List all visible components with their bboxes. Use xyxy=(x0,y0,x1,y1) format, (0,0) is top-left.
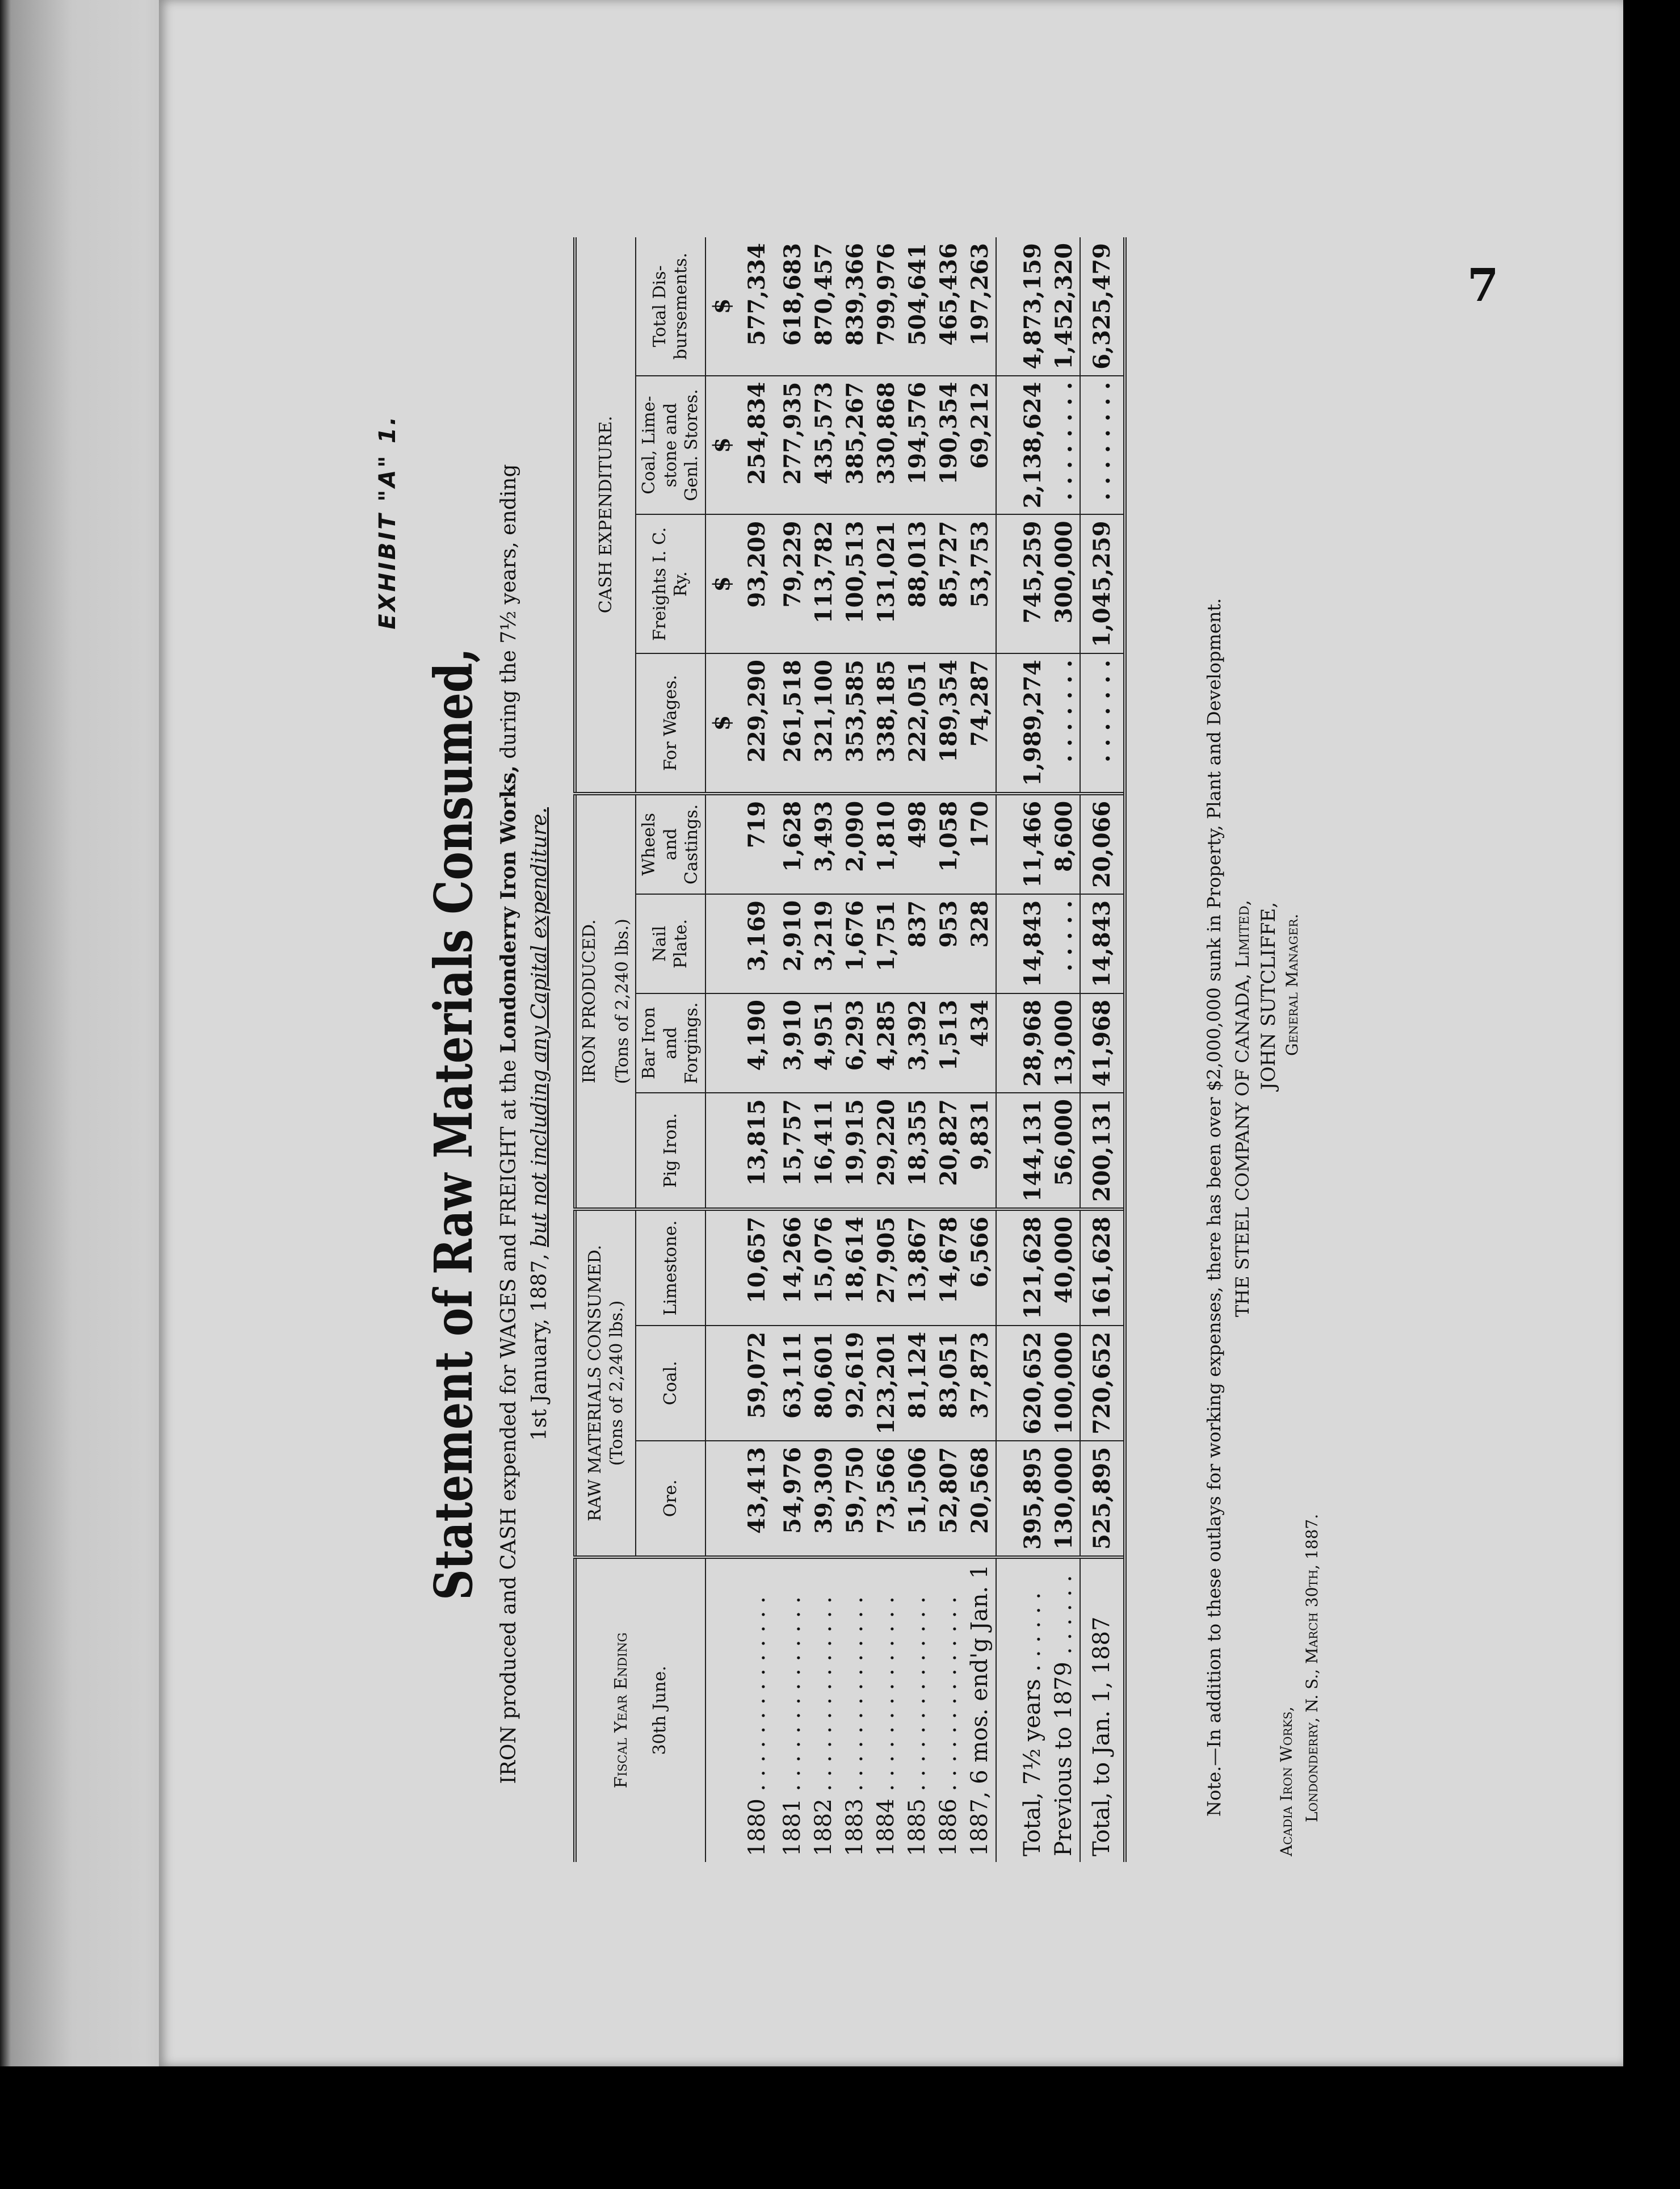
coal-header: Coal. xyxy=(636,1326,705,1441)
iron-produced-header: IRON PRODUCED. (Tons of 2,240 lbs.) xyxy=(575,794,636,1209)
cell-pig: 9,831 xyxy=(964,1093,996,1209)
cell-coal: 81,124 xyxy=(902,1326,933,1441)
cell-stores: 254,834 xyxy=(737,376,777,515)
cell-lime: 121,628 xyxy=(996,1209,1048,1326)
freights-header: Freights I. C. Ry. xyxy=(636,514,705,653)
cell-total: 504,641 xyxy=(902,237,933,376)
cell-total: 465,436 xyxy=(933,237,964,376)
note-text: Note.—In addition to these outlays for working expenses, there has been over $2,000,000 sunk in Property, Plant and Development. xyxy=(1203,598,1225,1817)
cell-lime: 27,905 xyxy=(871,1209,902,1326)
cell-ore: 20,568 xyxy=(964,1441,996,1557)
table-row xyxy=(933,237,964,1862)
signatory-name: JOHN SUTCLIFFE, xyxy=(1257,901,1280,1090)
cell-coal: 63,111 xyxy=(777,1326,808,1441)
cell-bar: 3,392 xyxy=(902,993,933,1093)
cell-wheels: 1,628 xyxy=(777,794,808,894)
dollar-sign: $ xyxy=(705,514,737,653)
cell-bar: 6,293 xyxy=(839,993,871,1093)
table-row xyxy=(964,237,996,1862)
cell-pig: 20,827 xyxy=(933,1093,964,1209)
cell-ore: 525,895 xyxy=(1080,1441,1125,1557)
row-label: 1883 . . . . . . . . . . . . . . xyxy=(842,1596,868,1856)
cell-lime: 10,657 xyxy=(737,1209,777,1326)
page-title: Statement of Raw Materials Consumed, xyxy=(423,648,484,1600)
cell-bar: 41,968 xyxy=(1080,993,1125,1093)
cell-pig: 15,757 xyxy=(777,1093,808,1209)
cell-nail: 14,843 xyxy=(1080,894,1125,993)
cell-freight: 85,727 xyxy=(933,514,964,653)
cash-expenditure-header: CASH EXPENDITURE. xyxy=(575,237,636,794)
cell-stores: 194,576 xyxy=(902,376,933,515)
table-row xyxy=(1048,237,1080,1862)
cell-freight: 100,513 xyxy=(839,514,871,653)
cell-total: 577,334 xyxy=(737,237,777,376)
cell-coal: 100,000 xyxy=(1048,1326,1080,1441)
cell-total: 870,457 xyxy=(808,237,839,376)
signatory-title: General Manager. xyxy=(1283,913,1301,1056)
cell-nail: 328 xyxy=(964,894,996,993)
row-label: 1884 . . . . . . . . . . . . . . xyxy=(873,1596,899,1856)
cell-stores: . . . . . . . . xyxy=(1048,376,1080,515)
cell-freight: 1,045,259 xyxy=(1080,514,1125,653)
row-label: 1881 . . . . . . . . . . . . . . xyxy=(779,1596,805,1856)
cell-ore: 43,413 xyxy=(737,1441,777,1557)
cell-bar: 28,968 xyxy=(996,993,1048,1093)
cell-nail: 953 xyxy=(933,894,964,993)
cell-nail: 837 xyxy=(902,894,933,993)
scan-border xyxy=(0,2066,1680,2189)
cell-wheels: 170 xyxy=(964,794,996,894)
dollar-row xyxy=(705,237,737,1862)
cell-wages: 74,287 xyxy=(964,653,996,794)
cell-total: 1,452,320 xyxy=(1048,237,1080,376)
cell-stores: 69,212 xyxy=(964,376,996,515)
cell-wages: . . . . . . . xyxy=(1080,653,1125,794)
dollar-sign: $ xyxy=(705,237,737,376)
page-number: 7 xyxy=(1467,258,1499,312)
cell-wheels: 1,810 xyxy=(871,794,902,894)
total-disbursements-header: Total Dis-bursements. xyxy=(636,237,705,376)
cell-freight: 53,753 xyxy=(964,514,996,653)
header-group-row xyxy=(575,237,636,1862)
row-label: 1880 . . . . . . . . . . . . . . xyxy=(744,1596,770,1856)
cell-nail: 1,751 xyxy=(871,894,902,993)
cell-coal: 92,619 xyxy=(839,1326,871,1441)
cell-bar: 434 xyxy=(964,993,996,1093)
pig-iron-header: Pig Iron. xyxy=(636,1093,705,1209)
cell-lime: 15,076 xyxy=(808,1209,839,1326)
fiscal-year-header: Fiscal Year Ending 30th June. xyxy=(611,1632,670,1789)
cell-lime: 40,000 xyxy=(1048,1209,1080,1326)
cell-ore: 51,506 xyxy=(902,1441,933,1557)
table-row xyxy=(808,237,839,1862)
cell-total: 197,263 xyxy=(964,237,996,376)
cell-stores: . . . . . . . . xyxy=(1080,376,1125,515)
cell-coal: 37,873 xyxy=(964,1326,996,1441)
cell-nail: 3,219 xyxy=(808,894,839,993)
cell-pig: 56,000 xyxy=(1048,1093,1080,1209)
left-page-edge xyxy=(0,0,182,2189)
works-name: Acadia Iron Works, xyxy=(1277,1706,1296,1856)
cell-lime: 14,678 xyxy=(933,1209,964,1326)
cell-wheels: 11,466 xyxy=(996,794,1048,894)
row-label: Previous to 1879 . . . . . . xyxy=(1051,1575,1077,1856)
cell-lime: 13,867 xyxy=(902,1209,933,1326)
cell-ore: 52,807 xyxy=(933,1441,964,1557)
cell-coal: 720,652 xyxy=(1080,1326,1125,1441)
cell-freight: 88,013 xyxy=(902,514,933,653)
cell-ore: 395,895 xyxy=(996,1441,1048,1557)
wheels-header: Wheels and Castings. xyxy=(636,794,705,894)
cell-ore: 39,309 xyxy=(808,1441,839,1557)
cell-bar: 4,285 xyxy=(871,993,902,1093)
cell-stores: 277,935 xyxy=(777,376,808,515)
cell-pig: 13,815 xyxy=(737,1093,777,1209)
cell-freight: 93,209 xyxy=(737,514,777,653)
subtitle-line-1: IRON produced and CASH expended for WAGES and FREIGHT at the Londonderry Iron Works, during the 7½ years, ending xyxy=(497,464,520,1784)
table-row xyxy=(996,237,1048,1862)
cell-ore: 73,566 xyxy=(871,1441,902,1557)
cell-freight: 113,782 xyxy=(808,514,839,653)
cell-wheels: 719 xyxy=(737,794,777,894)
cell-wages: 1,989,274 xyxy=(996,653,1048,794)
row-label: 1885 . . . . . . . . . . . . . . xyxy=(904,1596,930,1856)
cell-pig: 29,220 xyxy=(871,1093,902,1209)
table-row xyxy=(871,237,902,1862)
table-row xyxy=(839,237,871,1862)
cell-coal: 620,652 xyxy=(996,1326,1048,1441)
row-label: 1887, 6 mos. end'g Jan. 1 xyxy=(967,1564,993,1856)
cell-wheels: 1,058 xyxy=(933,794,964,894)
cell-lime: 14,266 xyxy=(777,1209,808,1326)
cell-stores: 435,573 xyxy=(808,376,839,515)
cell-total: 6,325,479 xyxy=(1080,237,1125,376)
table-row xyxy=(737,237,777,1862)
cell-coal: 123,201 xyxy=(871,1326,902,1441)
cell-total: 4,873,159 xyxy=(996,237,1048,376)
cell-bar: 1,513 xyxy=(933,993,964,1093)
cell-nail: 2,910 xyxy=(777,894,808,993)
cell-total: 618,683 xyxy=(777,237,808,376)
wages-header: For Wages. xyxy=(636,653,705,794)
cell-stores: 2,138,624 xyxy=(996,376,1048,515)
cell-bar: 3,910 xyxy=(777,993,808,1093)
cell-nail: 3,169 xyxy=(737,894,777,993)
cell-coal: 59,072 xyxy=(737,1326,777,1441)
cell-wages: 261,518 xyxy=(777,653,808,794)
cell-wheels: 2,090 xyxy=(839,794,871,894)
cell-stores: 385,267 xyxy=(839,376,871,515)
cell-ore: 130,000 xyxy=(1048,1441,1080,1557)
subtitle-line-2: 1st January, 1887, but not including any Capital expenditure. xyxy=(528,807,551,1441)
cell-freight: 131,021 xyxy=(871,514,902,653)
table-row xyxy=(777,237,808,1862)
cell-wheels: 498 xyxy=(902,794,933,894)
cell-wages: 338,185 xyxy=(871,653,902,794)
cell-nail: 14,843 xyxy=(996,894,1048,993)
cell-wages: 189,354 xyxy=(933,653,964,794)
company-name: THE STEEL COMPANY OF CANADA, Limited, xyxy=(1232,900,1253,1317)
cell-pig: 144,131 xyxy=(996,1093,1048,1209)
cell-pig: 16,411 xyxy=(808,1093,839,1209)
cell-freight: 745,259 xyxy=(996,514,1048,653)
limestone-header: Limestone. xyxy=(636,1209,705,1326)
cell-pig: 200,131 xyxy=(1080,1093,1125,1209)
cell-freight: 79,229 xyxy=(777,514,808,653)
cell-wages: 353,585 xyxy=(839,653,871,794)
cell-lime: 161,628 xyxy=(1080,1209,1125,1326)
ore-header: Ore. xyxy=(636,1441,705,1557)
cell-wages: . . . . . . . xyxy=(1048,653,1080,794)
cell-freight: 300,000 xyxy=(1048,514,1080,653)
cell-pig: 19,915 xyxy=(839,1093,871,1209)
dollar-sign: $ xyxy=(705,376,737,515)
cell-nail: 1,676 xyxy=(839,894,871,993)
nail-plate-header: Nail Plate. xyxy=(636,894,705,993)
cell-wages: 321,100 xyxy=(808,653,839,794)
cell-ore: 54,976 xyxy=(777,1441,808,1557)
cell-pig: 18,355 xyxy=(902,1093,933,1209)
place-date: Londonderry, N. S., March 30th, 1887. xyxy=(1303,1513,1321,1822)
cell-bar: 4,951 xyxy=(808,993,839,1093)
table-row xyxy=(1080,237,1125,1862)
row-label: Total, 7½ years . . . . . . xyxy=(996,1557,1048,1862)
stores-header: Coal, Lime-stone and Genl. Stores. xyxy=(636,376,705,515)
cell-wages: 222,051 xyxy=(902,653,933,794)
cell-bar: 13,000 xyxy=(1048,993,1080,1093)
exhibit-label: EXHIBIT "A" 1. xyxy=(375,414,401,630)
cell-stores: 190,354 xyxy=(933,376,964,515)
cell-wheels: 20,066 xyxy=(1080,794,1125,894)
cell-lime: 6,566 xyxy=(964,1209,996,1326)
cell-wages: 229,290 xyxy=(737,653,777,794)
cell-lime: 18,614 xyxy=(839,1209,871,1326)
rotated-content xyxy=(363,243,1385,1885)
raw-materials-header: RAW MATERIALS CONSUMED. (Tons of 2,240 lbs.) xyxy=(575,1209,636,1557)
row-label: Total, to Jan. 1, 1887 xyxy=(1080,1557,1125,1862)
bar-iron-header: Bar Iron and Forgings. xyxy=(636,993,705,1093)
cell-coal: 83,051 xyxy=(933,1326,964,1441)
cell-coal: 80,601 xyxy=(808,1326,839,1441)
dollar-sign: $ xyxy=(705,653,737,794)
cell-total: 839,366 xyxy=(839,237,871,376)
row-label: 1882 . . . . . . . . . . . . . . xyxy=(810,1596,837,1856)
cell-nail: . . . . . xyxy=(1048,894,1080,993)
row-label: 1886 . . . . . . . . . . . . . . xyxy=(935,1596,961,1856)
cell-ore: 59,750 xyxy=(839,1441,871,1557)
cell-stores: 330,868 xyxy=(871,376,902,515)
cell-bar: 4,190 xyxy=(737,993,777,1093)
cell-wheels: 8,600 xyxy=(1048,794,1080,894)
cell-total: 799,976 xyxy=(871,237,902,376)
statement-table xyxy=(573,237,1127,1862)
table-row xyxy=(902,237,933,1862)
cell-wheels: 3,493 xyxy=(808,794,839,894)
